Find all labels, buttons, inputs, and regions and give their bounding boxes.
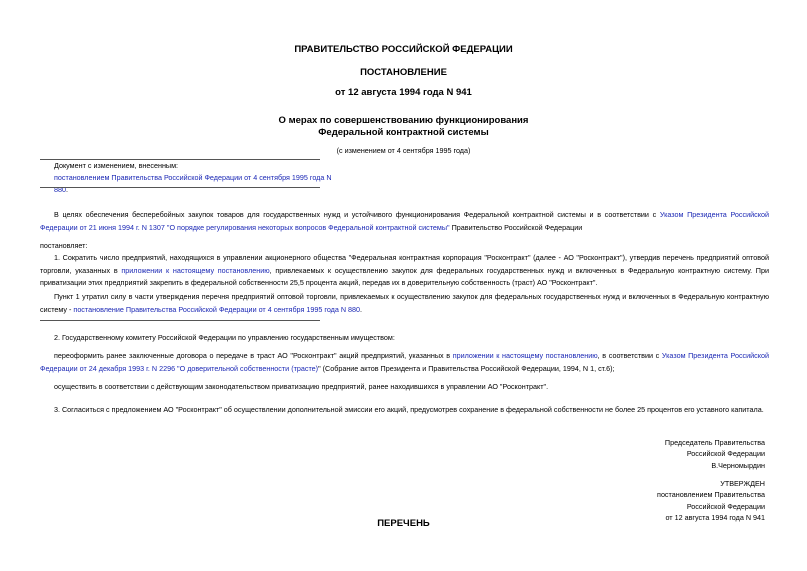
changes-link[interactable]: постановлением Правительства Российской Федерации от 4 сентября 1995 года N 880: [54, 173, 332, 194]
government-heading: ПРАВИТЕЛЬСТВО РОССИЙСКОЙ ФЕДЕРАЦИИ: [294, 44, 513, 55]
changes-box: [54, 160, 334, 196]
changes-label: Документ с изменением, внесенным:: [54, 161, 179, 170]
decree-word: постановляет:: [40, 241, 88, 250]
item-3: 3. Согласиться с предложением АО "Росконтракт" об осуществлении дополнительной эмиссии его акций, предусмотрев сохранение в федеральной собственности не более 25 процентов его уставного капитала.: [54, 405, 764, 414]
preamble: [40, 209, 769, 234]
title-line-1: О мерах по совершенствованию функционирования: [278, 115, 529, 126]
signature-name: В.Черномырдин: [711, 460, 765, 470]
item-2-paragraph-2: осуществить в соответствии с действующим законодательством приватизацию предприятий, ранее находившихся в управлении АО "Росконтракт".: [54, 382, 549, 391]
divider-line: [40, 320, 320, 321]
approved-label: УТВЕРЖДЕН: [720, 479, 765, 488]
document-type: ПОСТАНОВЛЕНИЕ: [360, 67, 447, 78]
signature-country: Российской Федерации: [686, 449, 765, 459]
item-1-note: [40, 291, 769, 316]
item-1-text: 1. Сократить число предприятий, находящихся в управлении акционерного общества "Федеральная контрактная корпорация "Росконтракт" (далее - АО "Росконтракт"), утвердив перечень предприятий оптовой торговли, указанных в: [40, 253, 769, 275]
president-decree-2296-link[interactable]: Указом Президента Российской Федерации от 24 декабря 1993 г. N 2296 "О доверительной собственности (трасте): [40, 351, 769, 373]
approved-date: от 12 августа 1994 года N 941: [665, 513, 765, 523]
title-line-2: Федеральной контрактной системы: [318, 126, 489, 138]
approved-by: постановлением Правительства: [657, 490, 765, 500]
document-date-number: от 12 августа 1994 года N 941: [335, 87, 472, 98]
signature-position: Председатель Правительства: [664, 438, 765, 447]
divider-line: [40, 187, 320, 188]
signature-block: [665, 437, 765, 471]
approval-block: [657, 478, 765, 524]
item-2-paragraph-1: [40, 350, 769, 375]
document-title: [0, 115, 807, 138]
appendix-link[interactable]: приложении к настоящему постановлению: [452, 351, 598, 360]
president-decree-1307-link[interactable]: Указом Президента Российской Федерации от 21 июня 1994 г. N 1307 "О порядке регулирования некоторых вопросов Федеральной контрактной системы": [40, 210, 769, 232]
item-2-text: , в соответствии с: [597, 351, 662, 360]
item-1-text: , привлекаемых к осуществлению закупок для федеральных государственных нужд и включенных в Федеральную контрактную систему. При приватизации этих предприятий закрепить в федеральной собственности 25,5 процента акций, передав их в доверительную собственность (траст) АО "Росконтракт".: [40, 265, 769, 287]
item-2-text: " (Собрание актов Президента и Правительства Российской Федерации, 1994, N 1, ст.6);: [318, 363, 615, 373]
item-2-text: переоформить ранее заключенные договора о передаче в траст АО "Росконтракт" акций предприятий, указанных в: [54, 351, 453, 360]
item-2-intro: 2. Государственному комитету Российской Федерации по управлению государственным имуществом:: [54, 333, 395, 342]
preamble-text: Правительство Российской Федерации: [449, 222, 583, 232]
item-1: [40, 252, 769, 290]
preamble-text: В целях обеспечения бесперебойных закупок товаров для государственных нужд и устойчивого функционирования Федеральной контрактной системы и в соответствии с: [54, 210, 660, 219]
government-decree-880-link[interactable]: постановление Правительства Российской Федерации от 4 сентября 1995 года N 880: [73, 304, 361, 314]
changes-end: .: [66, 185, 68, 194]
item-1-note-text: Пункт 1 утратил силу в части утверждения перечня предприятий оптовой торговли, привлекаемых к осуществлению закупок для федеральных государственных нужд и включенных в Федеральную контрактную систему -: [40, 292, 769, 314]
item-1-note-end: .: [360, 304, 363, 314]
list-title: ПЕРЕЧЕНЬ: [377, 518, 430, 529]
amendment-note: (с изменением от 4 сентября 1995 года): [336, 146, 471, 155]
appendix-link[interactable]: приложении к настоящему постановлению: [121, 265, 270, 275]
approved-country: Российской Федерации: [686, 501, 765, 511]
